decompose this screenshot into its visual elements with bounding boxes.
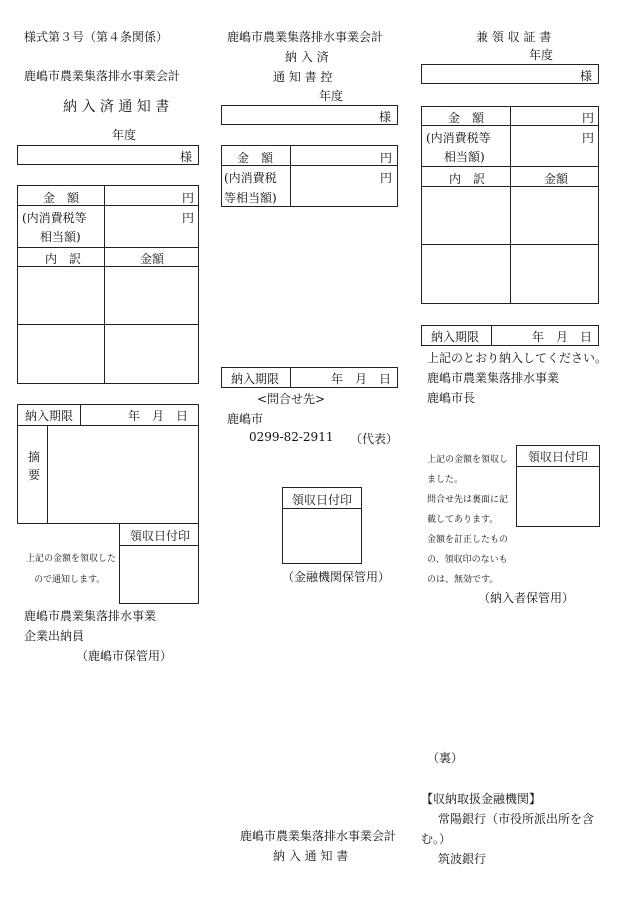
right-yen: 円	[582, 111, 595, 125]
left-summary-label-2: 要	[28, 468, 41, 482]
middle-title-2: 通 知 書 控	[273, 70, 333, 84]
left-breakdown-label: 内 訳	[45, 252, 82, 266]
left-year: 年度	[112, 128, 137, 142]
right-keep: （納入者保管用）	[478, 591, 575, 605]
middle-yen: 円	[380, 151, 393, 165]
right-tax-label-1: (内消費税等	[426, 131, 491, 145]
right-amount-col-label: 金額	[544, 172, 569, 186]
left-footer-keep: （鹿嶋市保管用）	[76, 649, 173, 663]
right-amount-label: 金 額	[448, 111, 485, 125]
left-deadline-label: 納入期限	[25, 409, 74, 423]
middle-payer-box	[221, 105, 398, 125]
left-footer-org: 鹿嶋市農業集落排水事業	[24, 609, 157, 623]
bank-1-line-2: む。）	[421, 832, 452, 846]
left-yen: 円	[182, 191, 195, 205]
middle-tax-label-2: 等相当額)	[224, 191, 277, 205]
middle-year: 年度	[319, 89, 344, 103]
middle-keep: （金融機関保管用）	[282, 570, 391, 584]
left-amount-col-label: 金額	[140, 252, 165, 266]
right-deadline-date: 年 月 日	[532, 330, 593, 344]
middle-bottom-org: 鹿嶋市農業集落排水事業会計	[240, 829, 397, 843]
middle-inquiry: <問合せ先>	[257, 392, 326, 406]
left-org-name: 鹿嶋市農業集落排水事業会計	[24, 69, 181, 83]
right-pay-message: 上記のとおり納入してください。	[427, 351, 608, 365]
right-note-5: 金額を訂正したもの	[427, 535, 509, 545]
form-number: 様式第３号（第４条関係）	[24, 30, 169, 44]
left-sama: 様	[179, 150, 192, 164]
back-label: （裏）	[427, 751, 464, 765]
middle-tax-yen: 円	[380, 171, 393, 185]
left-tax-label-2: 相当額)	[40, 230, 81, 244]
bank-1-line-1: 常陽銀行（市役所派出所を含	[438, 812, 595, 826]
right-breakdown-label: 内 訳	[449, 172, 486, 186]
right-stamp-label: 領収日付印	[528, 450, 589, 464]
banks-title: 【収納取扱金融機関】	[421, 792, 542, 806]
middle-sama: 様	[378, 110, 391, 124]
middle-org-name: 鹿嶋市農業集落排水事業会計	[227, 30, 384, 44]
right-note-3: 問合せ先は裏面に記	[427, 495, 509, 505]
left-title: 納 入 済 通 知 書	[63, 99, 170, 115]
middle-deadline-label: 納入期限	[231, 372, 280, 386]
left-amount-label: 金 額	[43, 191, 80, 205]
middle-tax-label-1: (内消費税	[224, 171, 277, 185]
right-tax-yen: 円	[582, 131, 595, 145]
right-year: 年度	[529, 48, 554, 62]
left-summary-label-1: 摘	[28, 450, 41, 464]
left-tax-yen: 円	[182, 211, 195, 225]
left-notice-2: ので通知します。	[34, 575, 106, 585]
middle-phone-note: （代表）	[350, 432, 399, 446]
left-footer-role: 企業出納員	[24, 629, 85, 643]
right-tax-label-2: 相当額)	[444, 150, 485, 164]
middle-stamp-label: 領収日付印	[292, 493, 353, 507]
left-notice-1: 上記の金額を領収した	[26, 554, 117, 564]
bank-2: 筑波銀行	[438, 852, 487, 866]
right-note-2: ました。	[427, 475, 464, 485]
middle-city: 鹿嶋市	[227, 412, 264, 426]
middle-deadline-date: 年 月 日	[331, 372, 392, 386]
right-deadline-label: 納入期限	[431, 330, 480, 344]
right-note-7: のは、無効です。	[427, 575, 499, 585]
right-title: 兼 領 収 証 書	[476, 30, 552, 44]
left-tax-label-1: (内消費税等	[22, 211, 87, 225]
middle-bottom-title: 納 入 通 知 書	[273, 849, 349, 863]
left-payer-box	[17, 145, 199, 165]
right-payer-box	[421, 64, 599, 84]
middle-title-1: 納 入 済	[285, 50, 329, 64]
middle-amount-label: 金 額	[237, 151, 274, 165]
left-deadline-date: 年 月 日	[128, 409, 189, 423]
right-note-4: 載してあります。	[427, 515, 499, 525]
left-stamp-label: 領収日付印	[130, 529, 191, 543]
right-org: 鹿嶋市農業集落排水事業	[427, 371, 560, 385]
right-note-1: 上記の金額を領収し	[427, 455, 509, 465]
middle-phone: 0299-82-2911	[249, 430, 334, 444]
right-mayor: 鹿嶋市長	[427, 391, 476, 405]
right-note-6: の、領収印のないも	[427, 555, 508, 565]
right-sama: 様	[579, 69, 592, 83]
